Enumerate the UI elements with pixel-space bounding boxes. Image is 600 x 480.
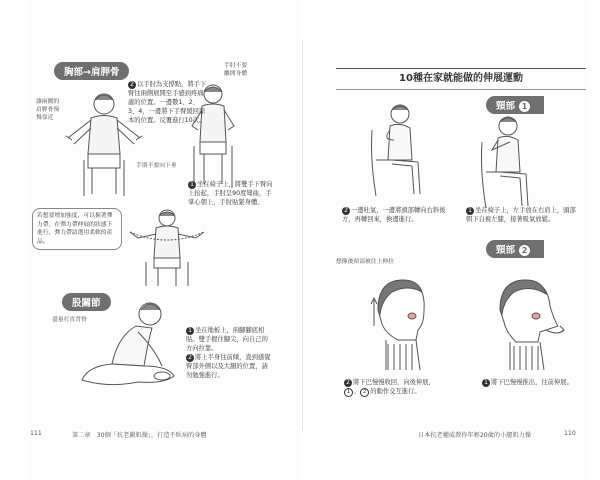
- step-number-1: 1: [188, 181, 196, 189]
- step-number-2: 2: [186, 354, 194, 362]
- step-number-1: 1: [186, 327, 194, 335]
- callout-neck-up: 想像後頸部被往上伸拉: [336, 259, 394, 265]
- step-2-neck-1-text: 一邊吐氣，一邊將頭部轉向右斜後方，再轉回來，換邊進行。: [342, 207, 446, 223]
- illustration-chin-forward: [486, 270, 566, 370]
- step-1-neck-2-text: 將下巴慢慢推出，往前伸展。: [491, 379, 573, 386]
- page-number-left: 111: [30, 430, 42, 437]
- step-number-2: 2: [128, 81, 136, 89]
- section-title-neck-1-label: 頸部: [496, 101, 516, 112]
- callout-elbow: 手肘不要 離開身體: [224, 63, 248, 77]
- illustration-chin-tuck: [358, 270, 438, 370]
- callout-spine: 盡量打直背脊: [52, 317, 87, 323]
- step-1-hip-text: 坐在地板上，兩腳腳底相貼。雙手握住腳尖，向自己的方向拉靠。: [186, 327, 268, 352]
- step-1-chest: [188, 180, 274, 207]
- running-header-left: 第二章 30個「抗老鍛肌操」，打造不臥病的身體: [72, 432, 207, 439]
- step-1-neck-1: [466, 206, 578, 224]
- section-title-chest-shoulder: 胸部→肩胛骨: [54, 62, 129, 80]
- step-2-neck-2-text-b: 的動作交互進行。: [370, 388, 421, 395]
- callout-arms: 手別不要向下垂: [136, 163, 177, 169]
- left-page: [28, 0, 298, 480]
- illustration-neck-tilt: [476, 112, 546, 212]
- step-2-neck-2: 2 將下巴慢慢收回，向後伸展， 1 、 2 的動作交互進行。: [344, 378, 454, 397]
- running-header-right: 日本抗老權威教你年輕20歲的小腿肌力操: [418, 432, 532, 439]
- ref-number-2: 2: [360, 388, 369, 397]
- step-2-chest-text: 以手肘為支撐點，將手下臂往兩側展開至手感到疼痛處的位置。一邊數1、2、3、4，一邊將下手臂緩回原本的位置。反覆進行10次。: [128, 81, 207, 124]
- step-number-1: 1: [466, 207, 474, 215]
- page-title: 10種在家就能做的伸展運動: [336, 68, 586, 90]
- step-1-neck-1-text: 坐在椅子上，左手放在右肩上，頭部朝下自視左膝，接著吸氣放鬆。: [466, 207, 576, 223]
- callout-shoulder-blade: 讓兩側的 肩胛骨慢 慢靠近: [36, 99, 60, 121]
- step-1-chest-text: 坐在椅子上，將雙手下臂向上抬起，手肘呈90度彎曲，手掌心朝上，手肘貼緊身體。: [188, 181, 273, 206]
- step-2-neck-2-text: 將下巴慢慢收回，向後伸展，: [353, 379, 435, 386]
- step-number-1: 1: [482, 379, 490, 387]
- illustration-resistance-band: [124, 208, 210, 288]
- right-page: [336, 0, 586, 480]
- section-title-hip: 股關節: [62, 293, 111, 311]
- step-2-chest: [128, 80, 208, 125]
- illustration-neck-turn: [362, 100, 432, 200]
- step-2-neck-1: [342, 206, 446, 224]
- section-title-neck-2: [486, 240, 544, 258]
- gutter-divider: [302, 40, 303, 430]
- illustration-butterfly-stretch: [68, 296, 188, 396]
- step-1-hip: [186, 326, 272, 353]
- page-number-right: 110: [564, 430, 576, 437]
- step-number-2: 2: [344, 379, 352, 387]
- tip-box-resistance-band: 若想要增加強度，可以握著彈力帶，在彈力帶伸展的狀態下進行，彈力帶請選用柔軟的產品。: [32, 208, 122, 250]
- step-2-hip-text: 將上半身往前傾，直到感覺臀部外側以及大腿的位置，請勿勉強進行。: [186, 354, 271, 379]
- section-number-2: 2: [519, 245, 530, 256]
- section-title-neck-2-label: 頸部: [496, 245, 516, 256]
- step-2-hip: [186, 353, 272, 380]
- step-1-neck-2: [482, 378, 582, 387]
- section-number-1: 1: [519, 101, 530, 112]
- step-number-2: 2: [342, 207, 350, 215]
- ref-number-1: 1: [344, 388, 353, 397]
